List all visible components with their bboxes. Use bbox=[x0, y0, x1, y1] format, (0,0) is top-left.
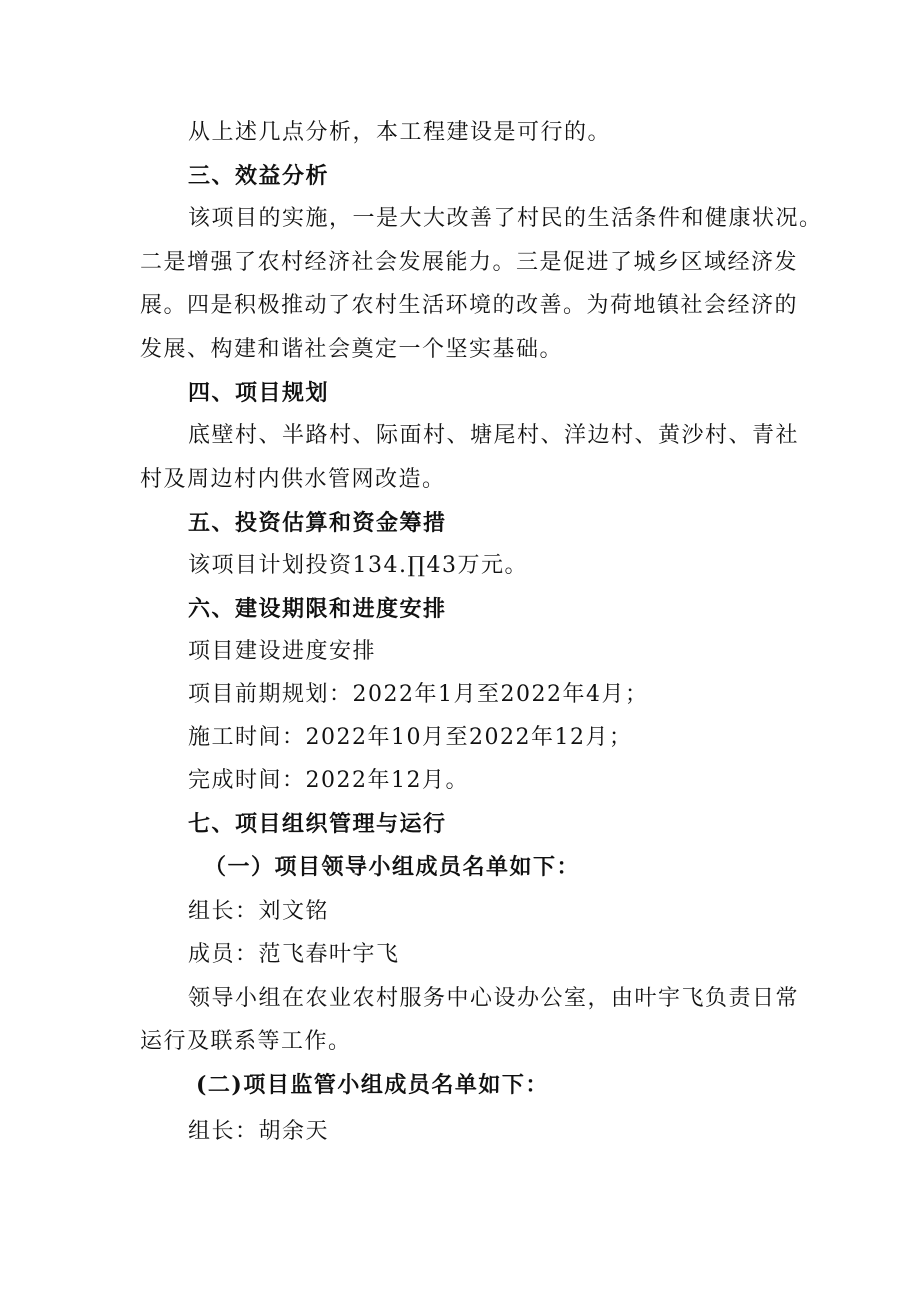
leader-name: 组长：刘文铭 bbox=[188, 899, 330, 924]
section-heading-organization: 七、项目组织管理与运行 bbox=[188, 811, 447, 837]
schedule-completion: 完成时间：2022年12月。 bbox=[188, 768, 469, 793]
paragraph-planning-line-2: 村及周边村内供水管网改造。 bbox=[140, 467, 446, 492]
paragraph-planning-line-1: 底壁村、半路村、际面村、塘尾村、洋边村、黄沙村、青社 bbox=[188, 423, 800, 448]
paragraph-benefit-line-4: 发展、构建和谐社会奠定一个坚实基础。 bbox=[140, 337, 564, 362]
section-heading-investment: 五、投资估算和资金筹措 bbox=[188, 510, 447, 536]
subheading-supervision-group: (二)项目监管小组成员名单如下： bbox=[196, 1072, 549, 1098]
section-heading-planning: 四、项目规划 bbox=[188, 380, 330, 406]
paragraph-benefit-line-3: 展。四是积极推动了农村生活环境的改善。为荷地镇社会经济的 bbox=[140, 293, 799, 318]
paragraph-office-line-2: 运行及联系等工作。 bbox=[140, 1029, 352, 1054]
section-heading-benefit: 三、效益分析 bbox=[188, 163, 330, 189]
supervision-leader-name: 组长：胡余天 bbox=[188, 1119, 330, 1144]
paragraph-office-line-1: 领导小组在农业农村服务中心设办公室，由叶宇飞负责日常 bbox=[188, 986, 800, 1011]
schedule-construction: 施工时间：2022年10月至2022年12月； bbox=[188, 725, 633, 750]
schedule-planning: 项目前期规划：2022年1月至2022年4月； bbox=[188, 682, 649, 707]
paragraph-investment: 该项目计划投资134.∏43万元。 bbox=[188, 553, 528, 578]
paragraph-benefit-line-2: 二是增强了农村经济社会发展能力。三是促进了城乡区域经济发 bbox=[140, 250, 799, 275]
section-heading-schedule: 六、建设期限和进度安排 bbox=[188, 596, 447, 622]
subheading-leadership-group: （一）项目领导小组成员名单如下： bbox=[204, 854, 581, 880]
schedule-title: 项目建设进度安排 bbox=[188, 639, 377, 664]
member-names: 成员：范飞春叶宇飞 bbox=[188, 942, 400, 967]
paragraph-benefit-line-1: 该项目的实施，一是大大改善了村民的生活条件和健康状况。 bbox=[188, 206, 823, 231]
paragraph-conclusion: 从上述几点分析，本工程建设是可行的。 bbox=[188, 120, 612, 145]
